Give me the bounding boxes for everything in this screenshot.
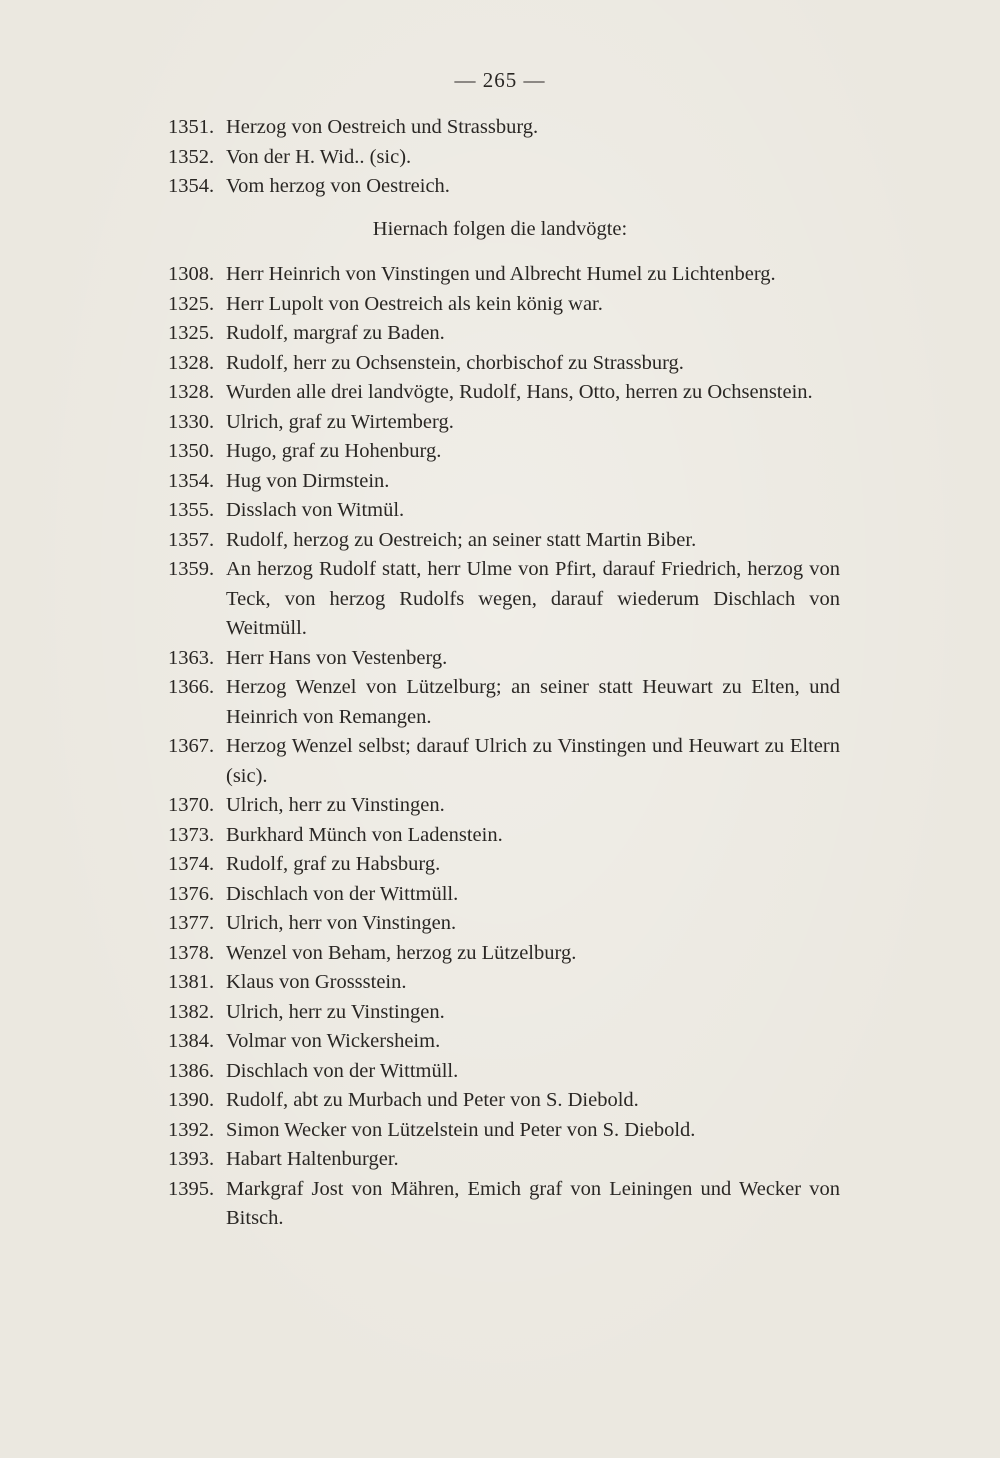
entry-year: 1350. [168,440,215,462]
list-item [168,408,840,438]
entry-text: Rudolf, graf zu Habsburg. [226,853,441,875]
entry-text: Disslach von Witmül. [226,499,405,521]
list-item [168,526,840,556]
list-item [168,909,840,939]
entry-year: 1354. [168,469,215,492]
entry-year: 1395. [168,1177,215,1200]
list-item [168,143,840,173]
entry-year: 1370. [168,794,215,816]
entry-year: 1354. [168,175,215,197]
entry-year: 1328. [168,381,215,403]
entry-text: Rudolf, herzog zu Oestreich; an seiner statt Martin Biber. [226,528,697,551]
list-item [168,821,840,851]
list-item [168,437,840,467]
entry-text: Dischlach von der Wittmüll. [226,1059,459,1082]
entry-year: 1384. [168,1030,215,1052]
list-item [168,555,840,644]
entry-text: Dischlach von der Wittmüll. [226,882,459,905]
entry-text: Wenzel von Beham, herzog zu Lützelburg. [226,941,577,964]
entry-text: Rudolf, margraf zu Baden. [226,322,445,344]
list-item [168,939,840,969]
entry-year: 1376. [168,882,215,905]
entry-text: Herzog von Oestreich und Strassburg. [226,116,539,138]
entry-year: 1382. [168,1000,215,1023]
entry-text: Ulrich, herr von Vinstingen. [226,912,457,934]
page-number: — 265 — [454,68,546,92]
section-heading: Hiernach folgen die landvögte: [372,218,628,240]
list-item [168,378,840,408]
entry-text: An herzog Rudolf statt, herr Ulme von Pfirt, darauf Friedrich, herzog von Teck, von herzog Rudolfs wegen, darauf wiederum Dischlach von Weitmüll. [226,558,840,639]
list-item [168,968,840,998]
list-item [168,791,840,821]
entry-year: 1359. [168,558,215,580]
list-item [168,1145,840,1175]
entry-text: Simon Wecker von Lützelstein und Peter von S. Diebold. [226,1118,696,1141]
list-item [168,260,840,290]
list-item [168,880,840,910]
entry-year: 1393. [168,1148,215,1170]
entry-year: 1351. [168,116,215,138]
list-item [168,1116,840,1146]
entry-text: Herr Hans von Vestenberg. [226,646,448,669]
list-item [168,732,840,791]
entry-text: Vom herzog von Oestreich. [226,175,450,197]
entry-text: Von der H. Wid.. (sic). [226,145,412,168]
entry-text: Herzog Wenzel von Lützelburg; an seiner statt Heuwart zu Elten, und Heinrich von Remangen. [226,676,840,728]
entry-year: 1352. [168,145,215,168]
entry-year: 1366. [168,676,215,698]
entry-text: Rudolf, abt zu Murbach und Peter von S. Diebold. [226,1089,639,1111]
entry-year: 1378. [168,941,215,964]
list-item [168,1175,840,1234]
entry-text: Hug von Dirmstein. [226,469,390,492]
entry-text: Burkhard Münch von Ladenstein. [226,823,503,846]
list-item [168,1086,840,1116]
entry-text: Herzog Wenzel selbst; darauf Ulrich zu Vinstingen und Heuwart zu Eltern (sic). [226,735,840,787]
entry-text: Ulrich, herr zu Vinstingen. [226,1000,445,1023]
entry-year: 1367. [168,735,215,757]
list-item [168,496,840,526]
entry-year: 1325. [168,322,215,344]
entry-text: Ulrich, graf zu Wirtemberg. [226,410,454,433]
entry-year: 1355. [168,499,215,521]
entry-text: Herr Lupolt von Oestreich als kein könig war. [226,292,603,315]
entry-year: 1363. [168,646,215,669]
list-item [168,172,840,202]
list-item [168,673,840,732]
top-entry-list [168,113,840,202]
entry-year: 1325. [168,292,215,315]
list-item [168,319,840,349]
entry-year: 1390. [168,1089,215,1111]
entry-text: Wurden alle drei landvögte, Rudolf, Hans, Otto, herren zu Ochsenstein. [226,381,813,403]
landvogt-list [168,260,840,1234]
entry-text: Rudolf, herr zu Ochsenstein, chorbischof zu Strassburg. [226,351,684,374]
list-item [168,1057,840,1087]
entry-text: Markgraf Jost von Mähren, Emich graf von Leiningen und Wecker von Bitsch. [226,1177,840,1229]
entry-text: Ulrich, herr zu Vinstingen. [226,794,445,816]
entry-year: 1392. [168,1118,215,1141]
entry-year: 1381. [168,971,215,993]
list-item [168,644,840,674]
entry-text: Herr Heinrich von Vinstingen und Albrecht Humel zu Lichtenberg. [226,263,776,285]
entry-year: 1386. [168,1059,215,1082]
entry-text: Habart Haltenburger. [226,1148,399,1170]
entry-year: 1373. [168,823,215,846]
list-item [168,290,840,320]
list-item [168,113,840,143]
entry-year: 1308. [168,263,215,285]
entry-year: 1374. [168,853,215,875]
entry-year: 1330. [168,410,215,433]
list-item [168,850,840,880]
list-item [168,998,840,1028]
entry-year: 1377. [168,912,215,934]
list-item [168,1027,840,1057]
entry-text: Hugo, graf zu Hohenburg. [226,440,442,462]
entry-text: Volmar von Wickersheim. [226,1030,441,1052]
entry-year: 1357. [168,528,215,551]
entry-year: 1328. [168,351,215,374]
list-item [168,467,840,497]
entry-text: Klaus von Grossstein. [226,971,407,993]
list-item [168,349,840,379]
